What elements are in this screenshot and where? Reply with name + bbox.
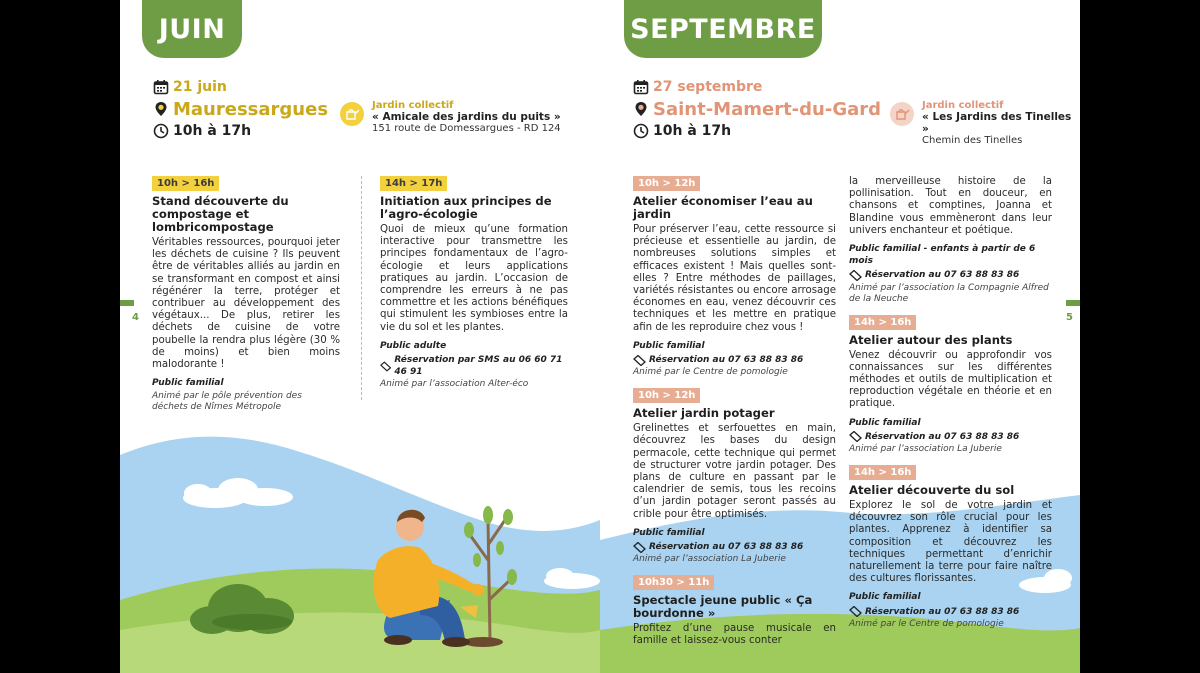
ticket-icon xyxy=(633,355,646,366)
time-badge: 10h > 12h xyxy=(633,388,700,403)
event-reservation xyxy=(849,606,1052,618)
event-reservation xyxy=(380,354,568,378)
garden-info-left xyxy=(340,100,561,134)
event-animator: Animé par l’association Alter-éco xyxy=(380,379,529,390)
garden-type: Jardin collectif xyxy=(922,100,1004,111)
month-tab-septembre xyxy=(624,0,822,58)
event-title: Initiation aux principes de l’agro-écologie xyxy=(380,194,552,221)
garden-address: Chemin des Tinelles xyxy=(922,135,1023,146)
ticket-icon xyxy=(633,542,646,553)
reservation-text: Réservation au 07 63 88 83 86 xyxy=(865,431,1020,442)
event-description: la merveilleuse histoire de la pollinisation. Tout en douceur, en chansons et comptines, Joanna et Blandine vous emmèneront dans leur univers enchanteur et poétique. xyxy=(849,176,1052,236)
event-animator: Animé par l’association La Juberie xyxy=(849,444,1002,455)
clock-icon xyxy=(633,123,649,139)
right-events-col-2 xyxy=(849,176,1052,640)
place-row xyxy=(633,98,881,120)
brochure-spread xyxy=(120,0,1080,673)
page-marker xyxy=(1066,300,1080,306)
event-public: Public familial xyxy=(849,592,921,603)
event-reservation xyxy=(849,431,1052,443)
event-title: Atelier jardin potager xyxy=(633,406,775,421)
month-tab-juin xyxy=(142,0,242,58)
time-row xyxy=(153,120,328,142)
event-time: 10h à 17h xyxy=(173,123,252,139)
event-place: Saint-Mamert-du-Gard xyxy=(653,98,881,120)
clock-icon xyxy=(153,123,169,139)
month-label: JUIN xyxy=(158,13,226,45)
event-card-continued xyxy=(849,176,1052,305)
calendar-icon xyxy=(633,79,649,95)
event-title: Stand découverte du compostage et lombricompostage xyxy=(152,194,289,234)
event-time: 10h à 17h xyxy=(653,123,732,139)
event-public: Public familial - enfants à partir de 6 mois xyxy=(849,244,1036,267)
left-events-col-1 xyxy=(152,176,340,423)
ticket-icon xyxy=(849,606,862,617)
event-place: Mauressargues xyxy=(173,98,329,120)
event-public: Public familial xyxy=(633,340,705,351)
event-reservation xyxy=(633,354,836,366)
page-number: 5 xyxy=(1066,312,1073,323)
event-card xyxy=(849,315,1052,455)
place-row xyxy=(153,98,328,120)
event-public: Public familial xyxy=(633,527,705,538)
time-badge: 14h > 16h xyxy=(849,465,916,480)
event-reservation xyxy=(633,541,836,553)
event-card xyxy=(633,388,836,565)
reservation-text: Réservation au 07 63 88 83 86 xyxy=(649,542,804,553)
garden-address: 151 route de Domessargues - RD 124 xyxy=(372,123,561,134)
event-public: Public familial xyxy=(849,417,921,428)
event-description: Explorez le sol de votre jardin et découvrez son rôle crucial pour les plantes. Apprenez à identifier sa composition et découvrez les techniques permettant d’enrichir naturellement la terre pour faire naître des cultures florissantes. xyxy=(849,500,1052,585)
garden-name: « Les Jardins des Tinelles » xyxy=(922,111,1072,135)
time-badge: 14h > 16h xyxy=(849,315,916,330)
location-pin-icon xyxy=(153,101,169,117)
reservation-text: Réservation par SMS au 06 60 71 46 91 xyxy=(394,355,563,378)
page-number: 4 xyxy=(132,312,139,323)
event-title: Atelier économiser l’eau au jardin xyxy=(633,194,813,221)
event-card xyxy=(380,176,568,390)
page-marker xyxy=(120,300,134,306)
time-row xyxy=(633,120,881,142)
reservation-text: Réservation au 07 63 88 83 86 xyxy=(649,355,804,366)
event-header-left xyxy=(153,76,328,142)
event-animator: Animé par l’association la Compagnie Alfred de la Neuche xyxy=(849,282,1049,304)
event-public: Public familial xyxy=(152,378,224,389)
event-animator: Animé par l’association La Juberie xyxy=(633,554,786,565)
time-badge: 14h > 17h xyxy=(380,176,447,191)
event-title: Spectacle jeune public « Ça bourdonne » xyxy=(633,593,813,621)
garden-type: Jardin collectif xyxy=(372,100,454,111)
garden-info-right xyxy=(890,100,1080,146)
event-title: Atelier autour des plants xyxy=(849,332,1013,347)
reservation-text: Réservation au 07 63 88 83 86 xyxy=(865,606,1020,617)
right-page xyxy=(600,0,1080,673)
event-animator: Animé par le Centre de pomologie xyxy=(633,367,788,378)
event-date: 21 juin xyxy=(173,79,227,95)
event-description: Grelinettes et serfouettes en main, découvrez les bases du design permacole, cette technique qui permet de structurer votre jardin potager. Des plans de culture en passant par le calendrier de semis, tous les recoins d’un jardin potager seront passés au crible pour être optimisés. xyxy=(633,423,836,520)
reservation-text: Réservation au 07 63 88 83 86 xyxy=(865,270,1020,281)
time-badge: 10h > 16h xyxy=(152,176,219,191)
column-divider xyxy=(361,176,362,400)
event-reservation xyxy=(849,269,1052,281)
event-card xyxy=(849,465,1052,630)
calendar-icon xyxy=(153,79,169,95)
time-badge: 10h > 12h xyxy=(633,176,700,191)
event-public: Public adulte xyxy=(380,340,447,351)
location-pin-icon xyxy=(633,101,649,117)
month-label: SEPTEMBRE xyxy=(630,13,816,45)
ticket-icon xyxy=(380,361,391,372)
date-row xyxy=(153,76,328,98)
event-card xyxy=(633,176,836,378)
watering-can-icon xyxy=(340,102,364,126)
event-description: Pour préserver l’eau, cette ressource si précieuse et essentielle au jardin, de nombreuses solutions simples et efficaces existent ! Mais quelles sont-elles ? Entre méthodes de paillages, variétés résistantes ou encore arrosage économes en eau, venez découvrir ces techniques et les mettre en pratique afin de les reproduire chez vous ! xyxy=(633,224,836,333)
event-description: Véritables ressources, pourquoi jeter les déchets de cuisine ? Ils peuvent être de véritables alliés au jardin en se transformant en compost et ainsi régénérer la terre, protéger et contribuer au développement des végétaux... De plus, retirer les déchets de cuisine de votre poubelle la rendra plus légère (30 % de moins) et bien moins malodorante ! xyxy=(152,237,340,371)
event-description: Quoi de mieux qu’une formation interactive pour transmettre les principes fondamentaux de l’agro-écologie et leurs applications pratiques au jardin. L’occasion de comprendre les erreurs à ne pas commettre et les actions bénéfiques qui stimulent les symbioses entre la vie du sol et les plantes. xyxy=(380,224,568,333)
right-events-col-1 xyxy=(633,176,836,658)
left-page xyxy=(120,0,600,673)
ticket-icon xyxy=(849,431,862,442)
time-badge: 10h30 > 11h xyxy=(633,575,714,590)
event-date: 27 septembre xyxy=(653,79,763,95)
date-row xyxy=(633,76,881,98)
event-animator: Animé par le Centre de pomologie xyxy=(849,618,1004,629)
event-description: Venez découvrir ou approfondir vos connaissances sur les différentes méthodes et outils de multiplication et reproduction végétale en théorie et en pratique. xyxy=(849,349,1052,410)
event-header-right xyxy=(633,76,881,142)
event-card xyxy=(152,176,340,413)
watering-can-icon xyxy=(890,102,914,126)
ticket-icon xyxy=(849,270,862,281)
garden-name: « Amicale des jardins du puits » xyxy=(372,111,561,123)
event-title: Atelier découverte du sol xyxy=(849,483,1015,498)
left-events-col-2 xyxy=(380,176,568,400)
event-description: Profitez d’une pause musicale en famille et laissez-vous conter xyxy=(633,623,836,647)
event-animator: Animé par le pôle prévention des déchets de Nîmes Métropole xyxy=(152,391,302,413)
event-card xyxy=(633,575,836,647)
